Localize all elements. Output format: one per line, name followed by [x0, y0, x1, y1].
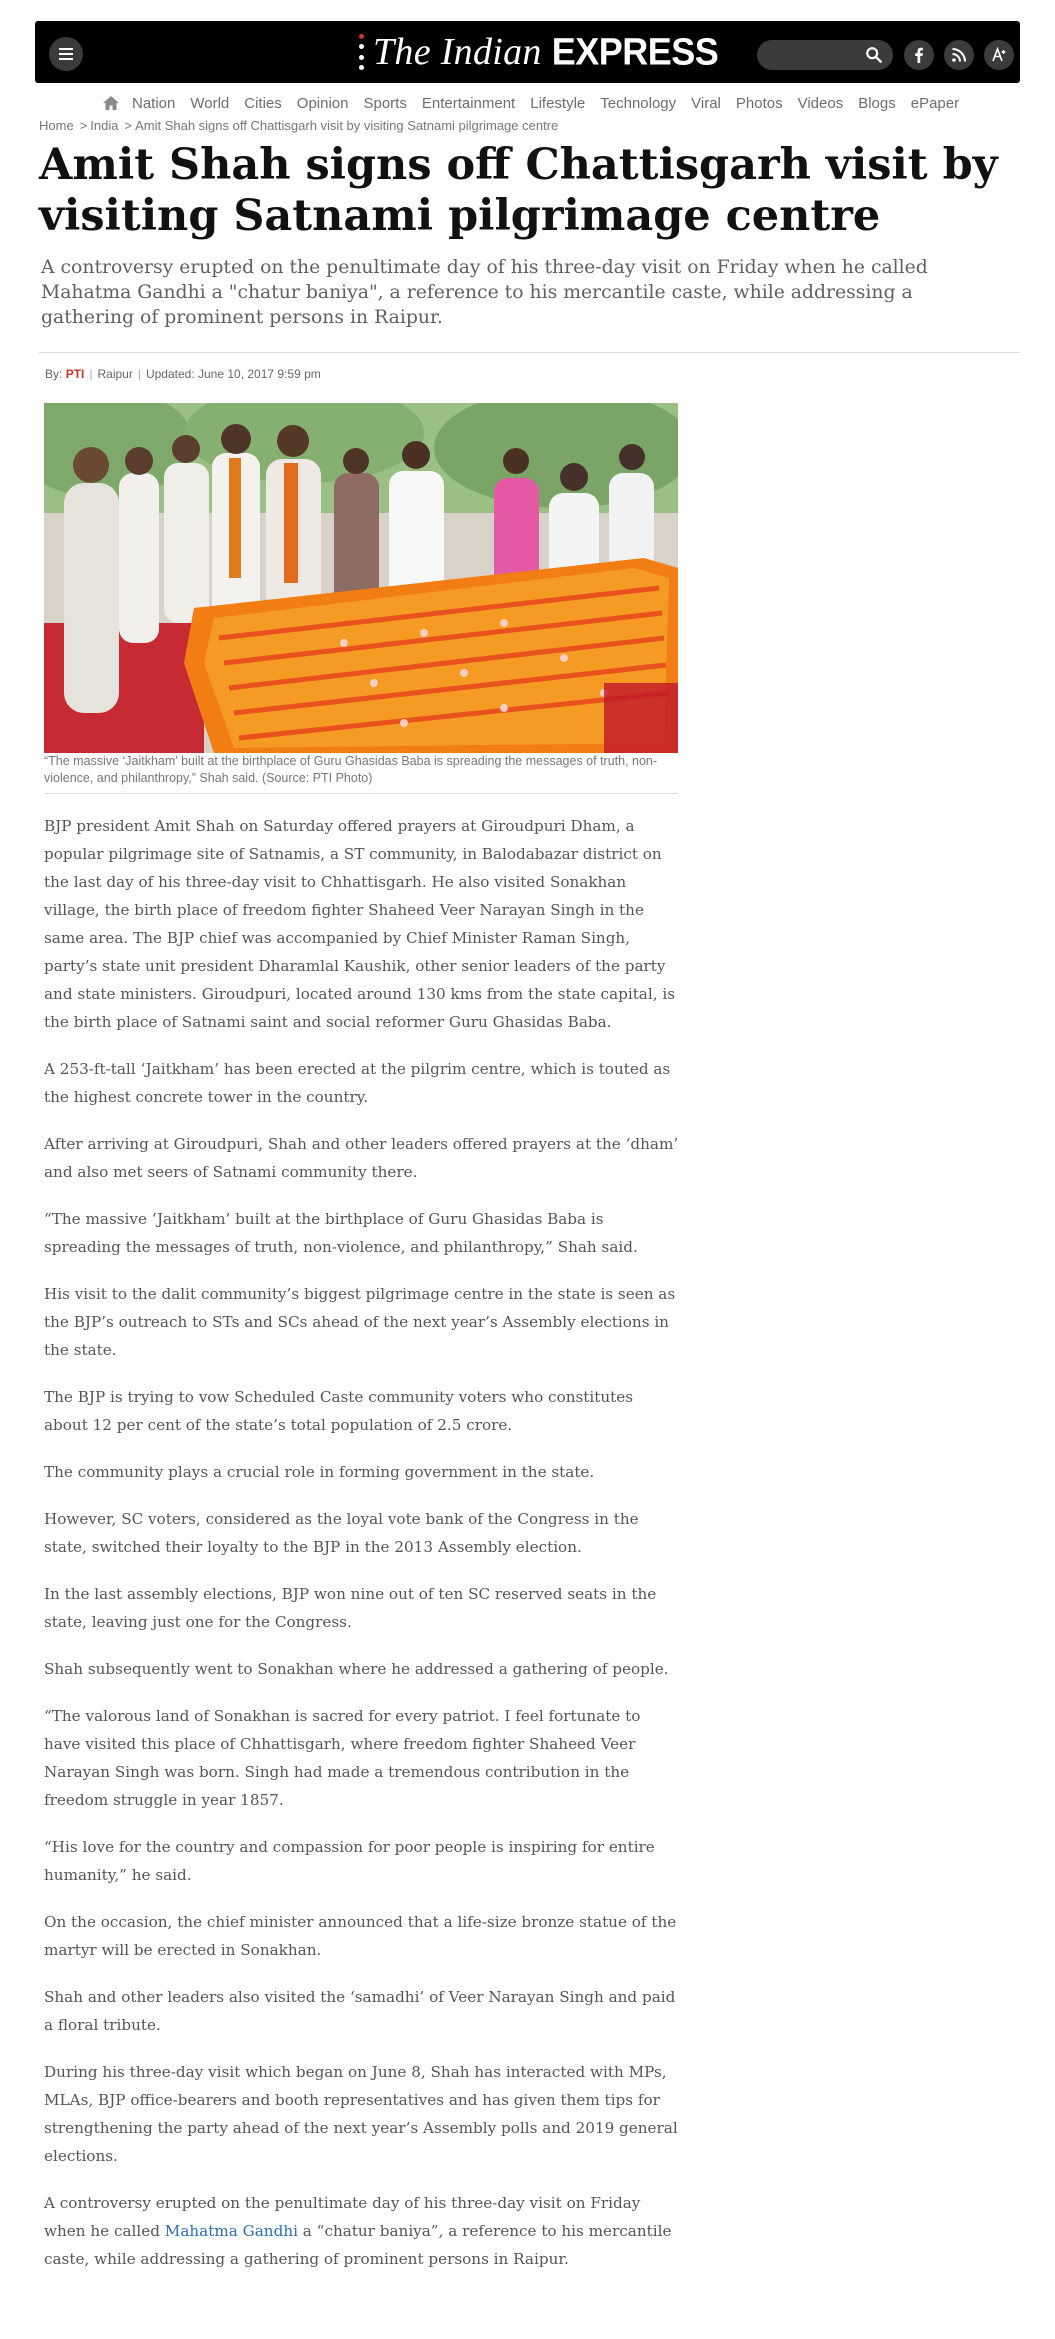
- rss-icon: [951, 47, 967, 63]
- article-paragraph: The BJP is trying to vow Scheduled Caste community voters who constitutes about 12 per cent of the state’s total population of 2.5 crore.: [44, 1388, 634, 1434]
- article-paragraph-last: [44, 2189, 680, 2273]
- article-paragraph: However, SC voters, considered as the loyal vote bank of the Congress in the state, switched their loyalty to the BJP in the 2013 Assembly election.: [44, 1510, 639, 1556]
- breadcrumb-current: Amit Shah signs off Chattisgarh visit by visiting Satnami pilgrimage centre: [135, 118, 559, 133]
- article-paragraph: Shah subsequently went to Sonakhan where he addressed a gathering of people.: [44, 1660, 669, 1678]
- article-paragraph: BJP president Amit Shah on Saturday offered prayers at Giroudpuri Dham, a popular pilgrimage site of Satnamis, a ST community, in Balodabazar district on the last day of his three-day visit to Chhattisgarh. He also visited Sonakhan village, the birth place of freedom fighter Shaheed Veer Narayan Singh in the same area. The BJP chief was accompanied by Chief Minister Raman Singh, party’s state unit president Dharamlal Kaushik, other senior leaders of the party and state ministers. Giroudpuri, located around 130 kms from the state capital, is the birth place of Satnami saint and social reformer Guru Ghasidas Baba.: [44, 817, 676, 1031]
- breadcrumb-section[interactable]: India: [90, 118, 119, 133]
- article-synopsis: A controversy erupted on the penultimate day of his three-day visit on Friday when he called Mahatma Gandhi a "chatur baniya", a reference to his mercantile caste, while addressing a gathering of prominent persons in Raipur.: [41, 257, 928, 328]
- top-header-bar: [35, 21, 1020, 83]
- menu-line-icon: [59, 58, 73, 60]
- article-paragraph: The community plays a crucial role in forming government in the state.: [44, 1463, 595, 1481]
- breadcrumb: [39, 118, 558, 133]
- menu-line-icon: [59, 53, 73, 55]
- article-headline: Amit Shah signs off Chattisgarh visit by visiting Satnami pilgrimage centre: [39, 140, 998, 241]
- article-paragraph: “The massive ‘Jaitkham’ built at the birthplace of Guru Ghasidas Baba is spreading the messages of truth, non-violence, and philanthropy,” Shah said.: [44, 1210, 638, 1256]
- breadcrumb-separator: >: [124, 118, 133, 133]
- last-paragraph-before: A controversy erupted on the penultimate day of his three-day visit on Friday when he called: [44, 2194, 641, 2240]
- logo-mark-icon: [357, 34, 365, 70]
- home-icon[interactable]: [102, 95, 120, 111]
- article-paragraph: On the occasion, the chief minister announced that a life-size bronze statue of the martyr will be erected in Sonakhan.: [44, 1913, 677, 1959]
- nav-item-epaper[interactable]: ePaper: [910, 94, 960, 112]
- article-paragraph: In the last assembly elections, BJP won nine out of ten SC reserved seats in the state, leaving just one for the Congress.: [44, 1585, 657, 1631]
- logo-text-bold: EXPRESS: [551, 29, 719, 73]
- site-logo[interactable]: [357, 29, 718, 75]
- last-paragraph-after: a “chatur baniya”, a reference to his mercantile caste, while addressing a gathering of prominent persons in Raipur.: [44, 2222, 672, 2268]
- logo-text-main: The Indian: [373, 31, 542, 73]
- photo-illustration: [44, 403, 678, 753]
- breadcrumb-separator: >: [79, 118, 88, 133]
- hamburger-menu-button[interactable]: [49, 37, 83, 71]
- nav-item-opinion[interactable]: Opinion: [296, 94, 349, 112]
- mahatma-gandhi-link[interactable]: Mahatma Gandhi: [164, 2222, 298, 2240]
- facebook-icon: [911, 47, 927, 63]
- font-size-icon: [991, 47, 1007, 63]
- article-paragraph: “His love for the country and compassion for poor people is inspiring for entire humanity,” he said.: [44, 1838, 655, 1884]
- nav-item-lifestyle[interactable]: Lifestyle: [530, 94, 586, 112]
- article-paragraph: “The valorous land of Sonakhan is sacred for every patriot. I feel fortunate to have visited this place of Chhattisgarh, where freedom fighter Shaheed Veer Narayan Singh was born. Singh had made a tremendous contribution in the freedom struggle in year 1857.: [44, 1707, 641, 1809]
- facebook-button[interactable]: [904, 40, 934, 70]
- main-nav: [102, 92, 974, 114]
- article-body: [44, 812, 680, 2292]
- menu-line-icon: [59, 48, 73, 50]
- breadcrumb-home[interactable]: Home: [39, 118, 74, 133]
- nav-item-entertainment[interactable]: Entertainment: [421, 94, 516, 112]
- article-paragraph: After arriving at Giroudpuri, Shah and other leaders offered prayers at the ‘dham’ and also met seers of Satnami community there.: [44, 1135, 679, 1181]
- article-paragraph: Shah and other leaders also visited the ‘samadhi’ of Veer Narayan Singh and paid a floral tribute.: [44, 1988, 676, 2034]
- nav-item-photos[interactable]: Photos: [735, 94, 783, 112]
- search-icon[interactable]: [865, 46, 883, 64]
- nav-item-blogs[interactable]: Blogs: [858, 94, 896, 112]
- nav-item-sports[interactable]: Sports: [363, 94, 407, 112]
- divider: [44, 793, 678, 794]
- nav-item-world[interactable]: World: [190, 94, 230, 112]
- nav-item-viral[interactable]: Viral: [691, 94, 721, 112]
- nav-item-technology[interactable]: Technology: [600, 94, 677, 112]
- search-box: [757, 40, 893, 70]
- font-size-button[interactable]: [984, 40, 1014, 70]
- nav-item-cities[interactable]: Cities: [244, 94, 282, 112]
- author-link[interactable]: PTI: [65, 367, 85, 381]
- nav-item-nation[interactable]: Nation: [132, 94, 176, 112]
- rss-button[interactable]: [944, 40, 974, 70]
- article-byline: By: PTI | Raipur | Updated: June 10, 2017 9:59 pm: [45, 367, 321, 381]
- search-input[interactable]: [767, 45, 857, 65]
- article-photo: [44, 403, 678, 753]
- photo-caption: “The massive ‘Jaitkham’ built at the birthplace of Guru Ghasidas Baba is spreading the messages of truth, non-violence, and philanthropy,” Shah said. (Source: PTI Photo): [44, 754, 658, 785]
- divider: [39, 352, 1020, 353]
- article-paragraph: During his three-day visit which began on June 8, Shah has interacted with MPs, MLAs, BJP office-bearers and booth representatives and has given them tips for strengthening the party ahead of the next year’s Assembly polls and 2019 general elections.: [44, 2063, 678, 2165]
- byline-prefix: By:: [45, 367, 63, 381]
- nav-item-videos[interactable]: Videos: [797, 94, 844, 112]
- article-paragraph: His visit to the dalit community’s biggest pilgrimage centre in the state is seen as the BJP’s outreach to STs and SCs ahead of the next year’s Assembly elections in the state.: [44, 1285, 676, 1359]
- byline-location: Raipur: [97, 367, 133, 381]
- article-paragraph: A 253-ft-tall ‘Jaitkham’ has been erected at the pilgrim centre, which is touted as the highest concrete tower in the country.: [44, 1060, 671, 1106]
- byline-updated: Updated: June 10, 2017 9:59 pm: [145, 367, 321, 381]
